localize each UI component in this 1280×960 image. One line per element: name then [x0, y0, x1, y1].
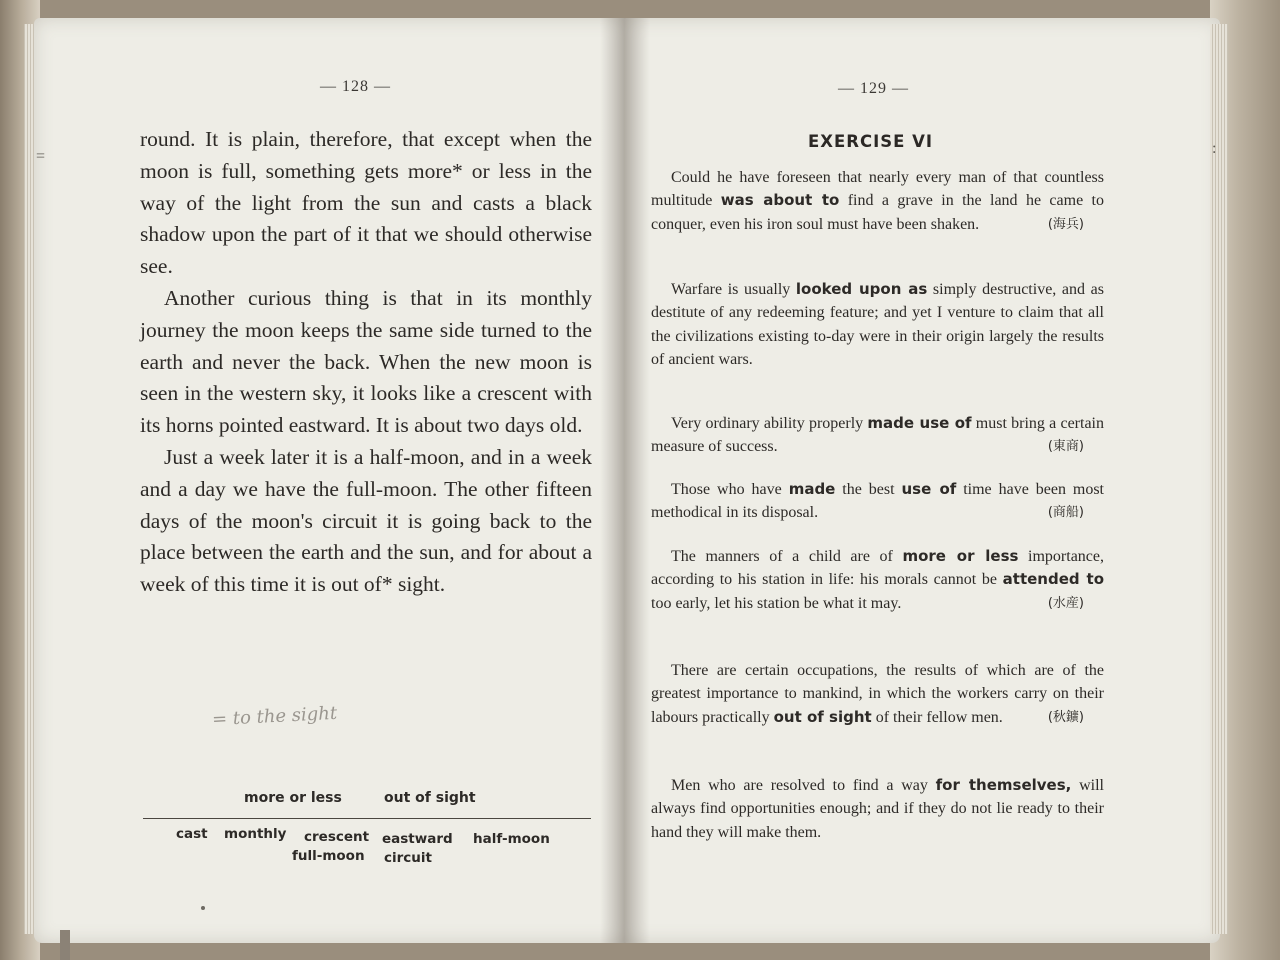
exercise-source: (水産)	[1047, 595, 1084, 611]
exercise-source: (東商)	[1047, 439, 1084, 455]
vocabulary-list	[176, 826, 576, 872]
exercise-item-5: The manners of a child are of more or less importance, according to his station in life: his morals cannot be attended to too early, let his station be what it may. (水産)	[651, 545, 1104, 615]
bookmark-ribbon	[60, 930, 70, 960]
exercise-source: (秋鑛)	[1047, 709, 1084, 725]
book-gutter	[600, 18, 650, 943]
vocab-item: full-moon	[292, 848, 365, 864]
exercise-item-7: Men who are resolved to find a way for themselves, will always find opportunities enough; and if they do not lie ready to their hand they will make them.	[651, 776, 1104, 841]
stain-dot	[201, 906, 205, 910]
vocab-item: cast	[176, 826, 208, 842]
right-page-number: — 129 —	[838, 80, 909, 97]
phrase-item: more or less	[244, 790, 342, 806]
right-page-edges	[1210, 24, 1228, 934]
exercise-source: (商船)	[1047, 505, 1084, 521]
left-paragraph-2: Another curious thing is that in its monthly journey the moon keeps the same side turned to the earth and never the back. When the new moon is seen in the western sky, it looks like a crescent with its horns pointed eastward. It is about two days old.	[140, 285, 592, 438]
exercise-item-3: Very ordinary ability properly made use of must bring a certain measure of success. (東商)	[651, 412, 1104, 459]
exercise-item-6: There are certain occupations, the results of which are of the greatest importance to mankind, in which the workers carry on their labours practically out of sight of their fellow men. (秋鑛)	[651, 659, 1104, 729]
left-paragraph-3: Just a week later it is a half-moon, and in a week and a day we have the full-moon. The other fifteen days of the moon's circuit it is going back to the place between the earth and the sun, and for about a week of this time it is out of* sight.	[140, 444, 592, 597]
right-margin-mark: :	[1212, 140, 1217, 157]
vocab-item: circuit	[384, 850, 432, 866]
exercise-item-1: Could he have foreseen that nearly every man of that countless multitude was about to find a grave in the land he came to conquer, even his iron soul must have been shaken. (海兵)	[651, 166, 1104, 236]
phrase-item: out of sight	[384, 790, 476, 806]
vocab-item: eastward	[382, 831, 453, 847]
left-page-body	[140, 124, 592, 601]
left-page-number: — 128 —	[320, 78, 391, 95]
exercise-title: EXERCISE VI	[808, 132, 934, 151]
phrase-list	[140, 790, 592, 816]
divider-rule	[143, 818, 591, 819]
vocab-item: monthly	[224, 826, 287, 842]
left-margin-mark: =	[36, 148, 46, 165]
pencil-annotation: = to the sight	[211, 702, 338, 731]
left-paragraph-1: round. It is plain, therefore, that except when the moon is full, something gets more* or less in the way of the light from the sun and casts a black shadow upon the part of it that we should otherwise see.	[140, 127, 592, 279]
vocab-item: half-moon	[473, 831, 550, 847]
exercise-item-2: Warfare is usually looked upon as simply destructive, and as destitute of any redeeming feature; and yet I venture to claim that all the civilizations existing to-day were in their origin largely the results of ancient wars.	[651, 280, 1104, 368]
exercise-source: (海兵)	[1047, 216, 1084, 232]
exercise-item-4: Those who have made the best use of time have been most methodical in its disposal. (商船)	[651, 478, 1104, 525]
vocab-item: crescent	[304, 829, 370, 845]
